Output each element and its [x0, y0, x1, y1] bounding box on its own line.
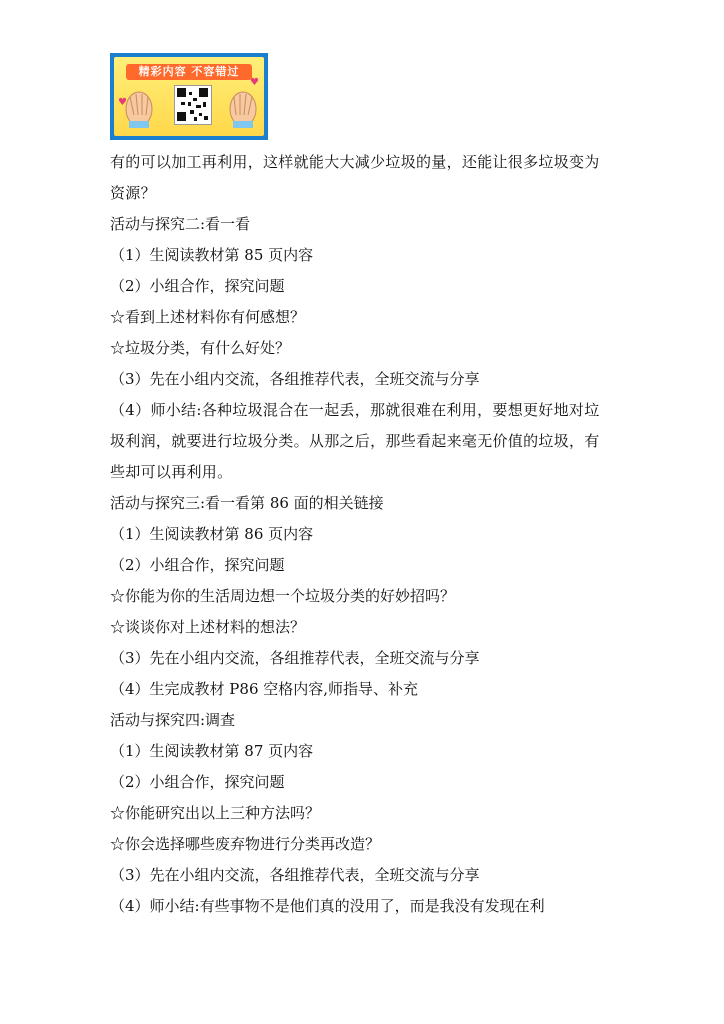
paragraph: （3）先在小组内交流，各组推荐代表，全班交流与分享 [110, 866, 480, 884]
section-heading: 活动与探究三:看一看第 86 面的相关链接 [110, 494, 384, 512]
paragraph: （1）生阅读教材第 87 页内容 [110, 742, 314, 760]
section-heading: 活动与探究四:调查 [110, 711, 236, 729]
paragraph: （4）师小结:各种垃圾混合在一起丢，那就很难在利用，要想更好地对垃圾利润，就要进行垃圾分类。从那之后，那些看起来毫无价值的垃圾，有些却可以再利用。 [110, 401, 600, 481]
paragraph: ☆你能研究出以上三种方法吗？ [110, 804, 321, 822]
paragraph: （4）生完成教材 P86 空格内容,师指导、补充 [110, 680, 419, 698]
promo-banner-title: 精彩内容 不容错过 [126, 64, 252, 80]
clapping-hands-icon [224, 85, 262, 129]
paragraph: ☆你能为你的生活周边想一个垃圾分类的好妙招吗？ [110, 587, 456, 605]
paragraph: （4）师小结:有些事物不是他们真的没用了，而是我没有发现在利 [110, 897, 545, 915]
paragraph: ☆看到上述材料你有何感想？ [110, 308, 306, 326]
paragraph: ☆垃圾分类，有什么好处？ [110, 339, 291, 357]
paragraph: ☆谈谈你对上述材料的想法？ [110, 618, 306, 636]
paragraph: （2）小组合作，探究问题 [110, 773, 285, 791]
paragraph: （1）生阅读教材第 85 页内容 [110, 246, 314, 264]
heart-icon: ♥ [250, 77, 259, 88]
paragraph: （2）小组合作，探究问题 [110, 277, 285, 295]
section-heading: 活动与探究二:看一看 [110, 215, 251, 233]
heart-icon: ♥ [118, 97, 127, 108]
paragraph: （1）生阅读教材第 86 页内容 [110, 525, 314, 543]
paragraph: （3）先在小组内交流，各组推荐代表，全班交流与分享 [110, 370, 480, 388]
paragraph: ☆你会选择哪些废弃物进行分类再改造？ [110, 835, 381, 853]
qr-code-icon[interactable] [174, 85, 212, 125]
document-body [110, 147, 610, 922]
promo-banner-inner [114, 57, 264, 136]
paragraph: （3）先在小组内交流，各组推荐代表，全班交流与分享 [110, 649, 480, 667]
paragraph: 有的可以加工再利用，这样就能大大减少垃圾的量，还能让很多垃圾变为资源？ [110, 153, 600, 202]
paragraph: （2）小组合作，探究问题 [110, 556, 285, 574]
promo-banner[interactable] [110, 53, 268, 140]
